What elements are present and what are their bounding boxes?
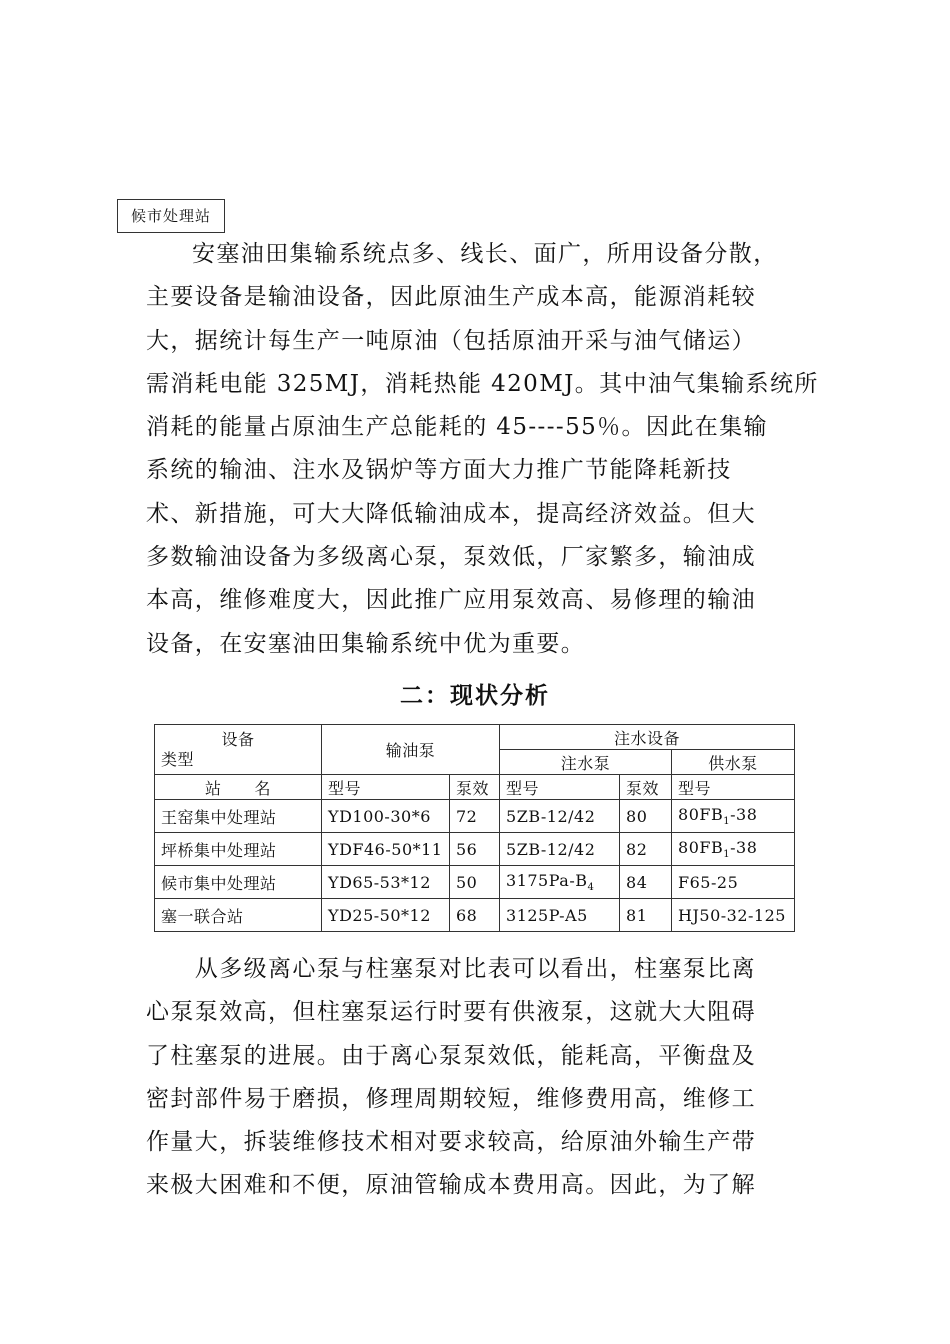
table-row [155, 899, 795, 932]
text-line: 设备，在安塞油田集输系统中优为重要。 [146, 630, 586, 657]
oil-model-cell [322, 833, 450, 866]
injection-efficiency-cell-text: 81 [626, 905, 648, 925]
subscript: 1 [723, 816, 731, 828]
supply-model-cell [672, 866, 795, 899]
text-line: 多数输油设备为多级离心泵，泵效低，厂家繁多，输油成 [146, 544, 756, 571]
text-line: 心泵泵效高，但柱塞泵运行时要有供液泵，这就大大阻碍 [146, 999, 756, 1026]
supply-model-cell-text: 80FB [678, 837, 724, 857]
supply-model-cell-text: F65-25 [678, 872, 739, 892]
injection-efficiency-cell-text: 82 [626, 839, 648, 859]
oil-efficiency-cell-text: 72 [456, 806, 478, 826]
station-cell-text: 王窑集中处理站 [161, 807, 277, 827]
station-cell-text: 坪桥集中处理站 [161, 840, 277, 860]
oil-model-cell-text: YD25-50*12 [328, 905, 431, 925]
text-line: 安塞油田集输系统点多、线长、面广，所用设备分散， [192, 241, 778, 267]
injection-model-cell [500, 866, 620, 899]
supply-model-cell [672, 899, 795, 932]
table-row [155, 866, 795, 899]
injection-efficiency-cell [620, 833, 672, 866]
table-body [155, 800, 795, 932]
oil-efficiency-cell-text: 56 [456, 839, 478, 859]
supply-model-cell-text: HJ50-32-125 [678, 905, 786, 925]
injection-efficiency-cell-text: 84 [626, 872, 648, 892]
header-station: 站 名 [155, 775, 322, 800]
text-line: 密封部件易于磨损，修理周期较短，维修费用高，维修工 [146, 1085, 756, 1112]
table-row [155, 800, 795, 833]
oil-efficiency-cell-text: 50 [456, 872, 478, 892]
injection-efficiency-cell [620, 899, 672, 932]
header-efficiency: 泵效 [450, 775, 500, 800]
injection-model-cell [500, 899, 620, 932]
oil-model-cell-text: YD65-53*12 [328, 872, 431, 892]
table-row [155, 833, 795, 866]
station-cell-text: 候市集中处理站 [161, 873, 277, 893]
section-heading: 二：现状分析 [400, 682, 550, 709]
supply-model-cell [672, 833, 795, 866]
station-cell [155, 800, 322, 833]
text-line: 需消耗电能 325MJ，消耗热能 420MJ。其中油气集输系统所 [146, 370, 819, 397]
text-line: 了柱塞泵的进展。由于离心泵泵效低，能耗高，平衡盘及 [146, 1042, 756, 1069]
oil-model-cell [322, 800, 450, 833]
oil-efficiency-cell [450, 899, 500, 932]
injection-efficiency-cell-text: 80 [626, 806, 648, 826]
supply-model-cell [672, 800, 795, 833]
injection-model-cell-text: 5ZB-12/42 [506, 806, 596, 826]
station-cell [155, 899, 322, 932]
header-model: 型号 [500, 775, 620, 800]
injection-model-cell-text: 3125P-A5 [506, 905, 588, 925]
injection-model-cell-text: 5ZB-12/42 [506, 839, 596, 859]
oil-model-cell [322, 899, 450, 932]
oil-model-cell [322, 866, 450, 899]
analysis-paragraph [146, 948, 810, 1208]
diagonal-header-cell [155, 725, 322, 775]
oil-model-cell-text: YD100-30*6 [328, 806, 431, 826]
oil-efficiency-cell-text: 68 [456, 905, 478, 925]
model-suffix: -38 [730, 837, 758, 857]
text-line: 消耗的能量占原油生产总能耗的 45----55％。因此在集输 [146, 414, 768, 441]
station-cell-text: 塞一联合站 [161, 906, 244, 926]
header-model: 型号 [672, 775, 795, 800]
subscript: 4 [587, 882, 595, 894]
header-oil-pump: 输油泵 [322, 725, 500, 775]
text-line: 大，据统计每生产一吨原油（包括原油开采与油气储运） [146, 327, 756, 354]
intro-paragraph [146, 233, 819, 666]
header-injection-pump: 注水泵 [500, 750, 672, 775]
injection-efficiency-cell [620, 866, 672, 899]
oil-efficiency-cell [450, 866, 500, 899]
header-water-equipment: 注水设备 [500, 725, 795, 750]
text-line: 作量大，拆装维修技术相对要求较高，给原油外输生产带 [146, 1129, 756, 1156]
injection-model-cell [500, 833, 620, 866]
text-line: 本高，维修难度大，因此推广应用泵效高、易修理的输油 [146, 587, 756, 614]
header-type: 类型 [161, 749, 195, 769]
text-line: 主要设备是输油设备，因此原油生产成本高，能源消耗较 [146, 284, 756, 311]
header-model: 型号 [322, 775, 450, 800]
equipment-table [154, 724, 795, 932]
oil-model-cell-text: YDF46-50*11 [328, 839, 443, 859]
oil-efficiency-cell [450, 833, 500, 866]
text-line: 从多级离心泵与柱塞泵对比表可以看出，柱塞泵比离 [146, 956, 756, 982]
injection-model-cell-text: 3175Pa-B [506, 870, 588, 890]
injection-model-cell [500, 800, 620, 833]
station-cell [155, 866, 322, 899]
station-cell [155, 833, 322, 866]
station-label-box: 候市处理站 [117, 199, 225, 233]
supply-model-cell-text: 80FB [678, 804, 724, 824]
oil-efficiency-cell [450, 800, 500, 833]
model-suffix: -38 [730, 804, 758, 824]
injection-efficiency-cell [620, 800, 672, 833]
header-supply-pump: 供水泵 [672, 750, 795, 775]
text-line: 系统的输油、注水及锅炉等方面大力推广节能降耗新技 [146, 457, 732, 484]
text-line: 术、新措施，可大大降低输油成本，提高经济效益。但大 [146, 500, 756, 527]
header-equipment: 设备 [221, 729, 255, 749]
header-efficiency: 泵效 [620, 775, 672, 800]
text-line: 来极大困难和不便，原油管输成本费用高。因此，为了解 [146, 1172, 756, 1199]
subscript: 1 [723, 849, 731, 861]
